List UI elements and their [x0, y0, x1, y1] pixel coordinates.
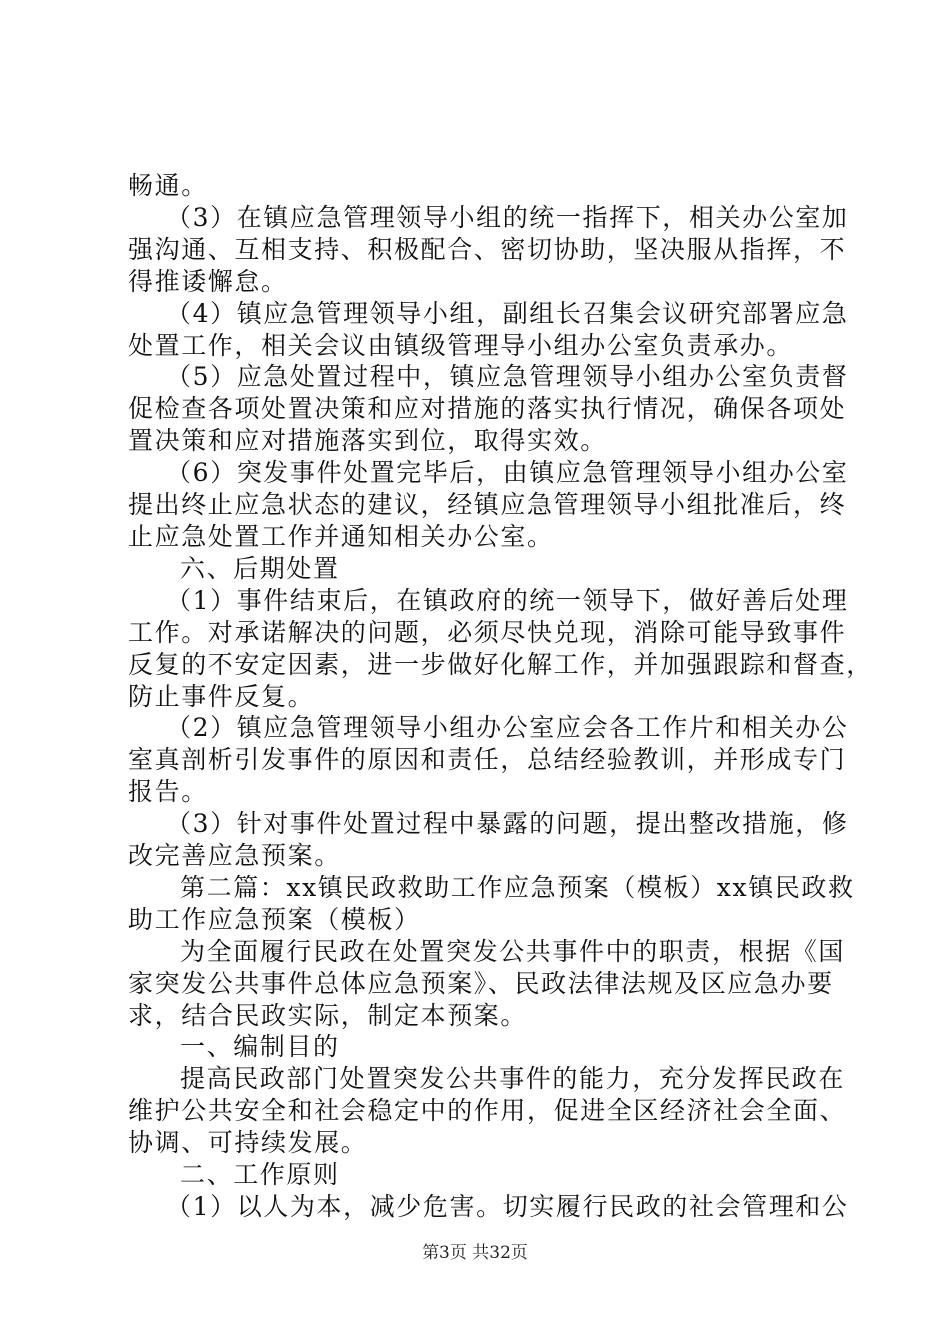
text-line: （3）在镇应急管理领导小组的统一指挥下，相关办公室加	[166, 202, 849, 232]
text-line: 提高民政部门处置突发公共事件的能力，充分发挥民政在	[180, 1064, 846, 1094]
text-line: 处置工作，相关会议由镇级管理导小组办公室负责承办。	[128, 330, 794, 360]
text-line: 室真剖析引发事件的原因和责任，总结经验教训，并形成专门	[128, 745, 847, 775]
text-line: （3）针对事件处置过程中暴露的问题，提出整改措施，修	[166, 809, 849, 839]
page-number-footer: 第3页 共32页	[422, 1243, 528, 1263]
text-line: 得推诿懈怠。	[128, 266, 288, 296]
text-line: 置决策和应对措施落实到位，取得实效。	[128, 426, 607, 456]
text-line: 报告。	[128, 777, 208, 807]
text-line: 协调、可持续发展。	[128, 1128, 368, 1158]
section-heading: 一、编制目的	[180, 1032, 340, 1062]
text-line: （6）突发事件处置完毕后，由镇应急管理领导小组办公室	[166, 458, 849, 488]
text-line: （1）事件结束后，在镇政府的统一领导下，做好善后处理	[166, 585, 849, 615]
text-line: 促检查各项处置决策和应对措施的落实执行情况，确保各项处	[128, 394, 847, 424]
text-line: 助工作应急预案（模板）	[128, 904, 421, 934]
text-line: 维护公共安全和社会稳定中的作用，促进全区经济社会全面、	[128, 1096, 847, 1126]
text-line: 防止事件反复。	[128, 681, 315, 711]
text-line: 改完善应急预案。	[128, 841, 341, 871]
text-line: （2）镇应急管理领导小组办公室应会各工作片和相关办公	[166, 713, 849, 743]
text-line: （4）镇应急管理领导小组，副组长召集会议研究部署应急	[166, 298, 849, 328]
section-heading: 第二篇：xx镇民政救助工作应急预案（模板）xx镇民政救	[180, 872, 855, 902]
section-heading: 二、工作原则	[180, 1160, 340, 1190]
text-line: 家突发公共事件总体应急预案》、民政法律法规及区应急办要	[128, 968, 834, 998]
text-line: 反复的不安定因素，进一步做好化解工作，并加强跟踪和督查，	[128, 649, 873, 679]
section-heading: 六、后期处置	[180, 553, 340, 583]
text-line: 求，结合民政实际，制定本预案。	[128, 1000, 528, 1030]
text-line: （5）应急处置过程中，镇应急管理领导小组办公室负责督	[166, 362, 849, 392]
text-line: 畅通。	[128, 171, 208, 200]
text-line: 工作。对承诺解决的问题，必须尽快兑现，消除可能导致事件	[128, 617, 847, 647]
text-line: 强沟通、互相支持、积极配合、密切协助，坚决服从指挥，不	[128, 234, 847, 264]
text-line: 提出终止应急状态的建议，经镇应急管理领导小组批准后，终	[128, 490, 847, 520]
text-line: 为全面履行民政在处置突发公共事件中的职责，根据《国	[180, 936, 846, 966]
text-line: 止应急处置工作并通知相关办公室。	[128, 521, 554, 551]
text-line: （1）以人为本，减少危害。切实履行民政的社会管理和公	[166, 1192, 849, 1221]
document-body	[128, 170, 873, 1223]
